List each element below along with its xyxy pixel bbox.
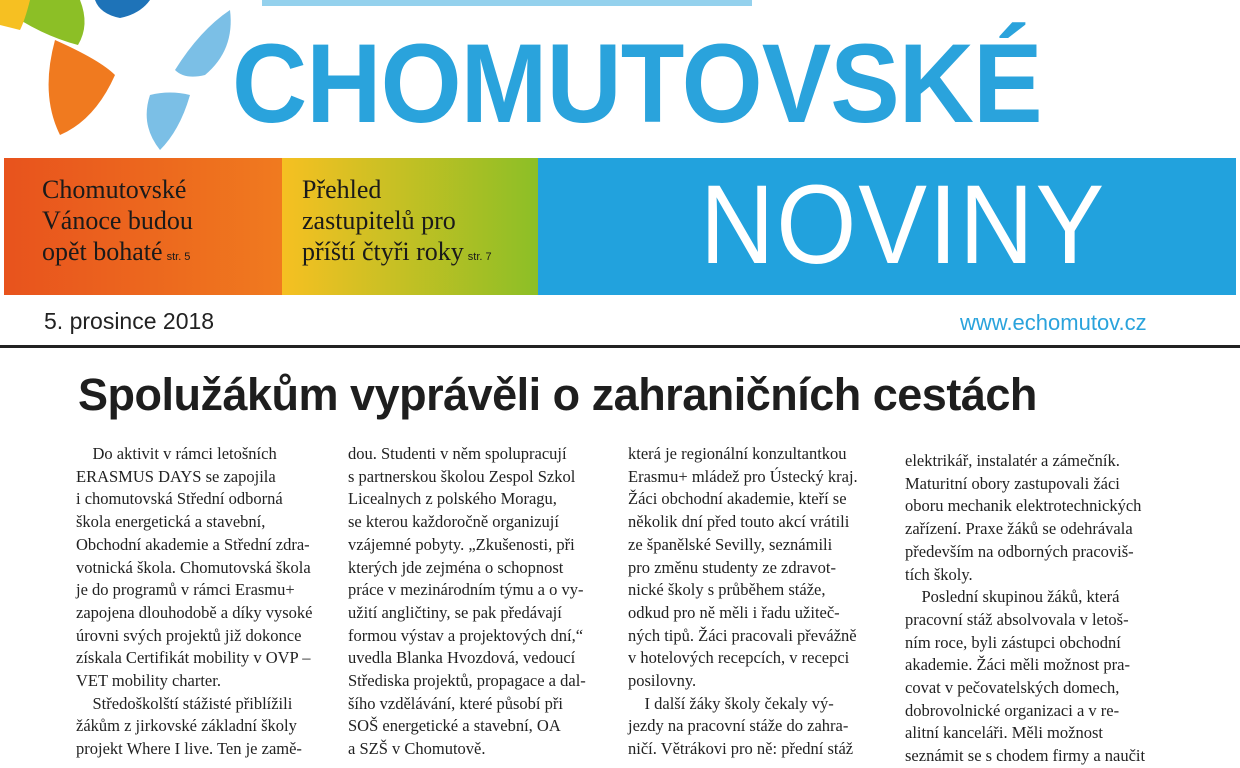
article-column-2 bbox=[348, 443, 598, 759]
article-text-line: Poslední skupinou žáků, která bbox=[905, 587, 1120, 607]
article-text-line: dobrovolnické organizaci a v re- bbox=[905, 700, 1120, 720]
article-text-line: jezdy na pracovní stáže do zahra- bbox=[628, 716, 849, 736]
issue-date: 5. prosince 2018 bbox=[44, 308, 215, 334]
article-text-line: se kterou každoročně organizují bbox=[348, 512, 559, 532]
article-text-line: tích školy. bbox=[905, 564, 973, 584]
article-text-line: s partnerskou školou Zespol Szkol bbox=[348, 466, 576, 486]
article-text-line: nické školy s průběhem stáže, bbox=[628, 580, 826, 600]
logo-petal-orange bbox=[49, 40, 115, 135]
article-text-line: Střediska projektů, propagace a dal- bbox=[348, 671, 586, 691]
article-text-line: která je regionální konzultantkou bbox=[628, 444, 847, 463]
article-text-line: užití angličtiny, se pak předávají bbox=[348, 602, 562, 622]
article-text-line: Středoškolští stážisté přiblížili bbox=[76, 693, 293, 713]
logo-petal-blue-top bbox=[95, 0, 150, 18]
article-text-line: ze španělské Sevilly, seznámili bbox=[628, 534, 833, 554]
teaser-page-ref: str. 7 bbox=[467, 251, 492, 263]
article-text-line: získala Certifikát mobility v OVP – bbox=[76, 648, 311, 668]
article-text-line: Erasmu+ mládež pro Ústecký kraj. bbox=[628, 466, 858, 486]
article-text-line: odkud pro ně měli i řadu užiteč- bbox=[628, 602, 840, 622]
article-text-line: žákům z jirkovské základní školy bbox=[76, 716, 297, 736]
teaser-page-ref: str. 5 bbox=[166, 251, 191, 263]
city-logo bbox=[0, 0, 240, 160]
article-text-line: vzájemné pobyty. „Zkušenosti, při bbox=[348, 534, 575, 554]
article-text-line: škola energetická a stavební, bbox=[76, 512, 266, 532]
article-text-line: dou. Studenti v něm spolupracují bbox=[348, 444, 567, 463]
article-text-line: v hotelových recepcích, v recepci bbox=[628, 648, 850, 668]
logo-petal-yellow-left bbox=[0, 0, 30, 30]
article-text-line: několik dní před touto akcí vrátili bbox=[628, 512, 850, 532]
article-text-line: práce v mezinárodním týmu a o vy- bbox=[348, 580, 584, 600]
article-text-line: elektrikář, instalatér a zámečník. bbox=[905, 451, 1120, 470]
teaser-council[interactable] bbox=[302, 174, 534, 273]
article-text-line: ním roce, byli zástupci obchodní bbox=[905, 632, 1121, 652]
logo-petal-lightblue bbox=[175, 10, 231, 77]
article-text-line: ných tipů. Žáci pracovali převážně bbox=[628, 625, 857, 645]
masthead-title-top: CHOMUTOVSKÉ bbox=[232, 21, 1042, 146]
article-text-line: úrovni svých projektů již dokonce bbox=[76, 625, 302, 645]
article-text-line: alitní kanceláři. Měli možnost bbox=[905, 723, 1103, 743]
article-text-line: formou výstav a projektových dní,“ bbox=[348, 625, 584, 645]
article-text-line: Licealnych z polského Moragu, bbox=[348, 489, 557, 509]
article-text-line: VET mobility charter. bbox=[76, 671, 221, 691]
article-text-line: šího vzdělávání, které působí při bbox=[348, 693, 563, 713]
teaser-line: příští čtyři roky bbox=[302, 237, 464, 266]
article-column-3 bbox=[628, 443, 878, 759]
article-text-line: seznámit se s chodem firmy a naučit bbox=[905, 746, 1146, 766]
masthead-divider bbox=[0, 345, 1240, 348]
article-text-line: ERASMUS DAYS se zapojila bbox=[76, 466, 276, 486]
article-text-line: a SZŠ v Chomutově. bbox=[348, 739, 486, 759]
article-text-line: posilovny. bbox=[628, 671, 697, 691]
article-text-line: ničí. Větrákovi pro ně: přední stáž bbox=[628, 739, 854, 759]
website-link[interactable]: www.echomutov.cz bbox=[960, 310, 1147, 335]
teaser-line: Chomutovské bbox=[42, 175, 187, 204]
teaser-christmas[interactable] bbox=[42, 174, 277, 273]
article-text-line: uvedla Blanka Hvozdová, vedoucí bbox=[348, 648, 576, 668]
article-text-line: je do programů v rámci Erasmu+ bbox=[76, 580, 295, 600]
article-text-line: votnická škola. Chomutovská škola bbox=[76, 557, 311, 577]
masthead-title-bottom: NOVINY bbox=[700, 162, 1107, 287]
article-text-line: I další žáky školy čekaly vý- bbox=[628, 693, 834, 713]
article-text-line: akademie. Žáci měli možnost pra- bbox=[905, 655, 1130, 675]
article-text-line: oboru mechanik elektrotechnických bbox=[905, 496, 1142, 516]
article-text-line: zařízení. Praxe žáků se odehrávala bbox=[905, 519, 1133, 539]
article-text-line: zapojena dlouhodobě a díky vysoké bbox=[76, 602, 313, 622]
article-text-line: SOŠ energetické a stavební, OA bbox=[348, 716, 561, 736]
article-text-line: covat v pečovatelských domech, bbox=[905, 678, 1120, 698]
article-text-line: kterých jde zejména o schopnost bbox=[348, 557, 564, 577]
teaser-line: zastupitelů pro bbox=[302, 206, 456, 235]
article-text-line: Žáci obchodní akademie, kteří se bbox=[628, 489, 847, 509]
article-text-line: Obchodní akademie a Střední zdra- bbox=[76, 534, 310, 554]
article-text-line: pro změnu studenty ze zdravot- bbox=[628, 557, 837, 577]
article-text-line: pracovní stáž absolvovala v letoš- bbox=[905, 609, 1129, 629]
article-text-line: především na odborných pracoviš- bbox=[905, 541, 1134, 561]
masthead-top-line bbox=[262, 0, 752, 6]
article-column-4 bbox=[905, 450, 1155, 766]
article-column-1 bbox=[76, 443, 326, 759]
article-text-line: projekt Where I live. Ten je zamě- bbox=[76, 739, 302, 759]
teaser-line: Přehled bbox=[302, 175, 382, 204]
article-text-line: Do aktivit v rámci letošních bbox=[76, 444, 277, 463]
teaser-line: Vánoce budou bbox=[42, 206, 193, 235]
teaser-line: opět bohaté bbox=[42, 237, 163, 266]
logo-petal-blue-bottom bbox=[147, 93, 190, 151]
article-text-line: i chomutovská Střední odborná bbox=[76, 489, 283, 509]
article-text-line: Maturitní obory zastupovali žáci bbox=[905, 473, 1120, 493]
article-headline: Spolužákům vyprávěli o zahraničních cestách bbox=[78, 369, 1037, 420]
